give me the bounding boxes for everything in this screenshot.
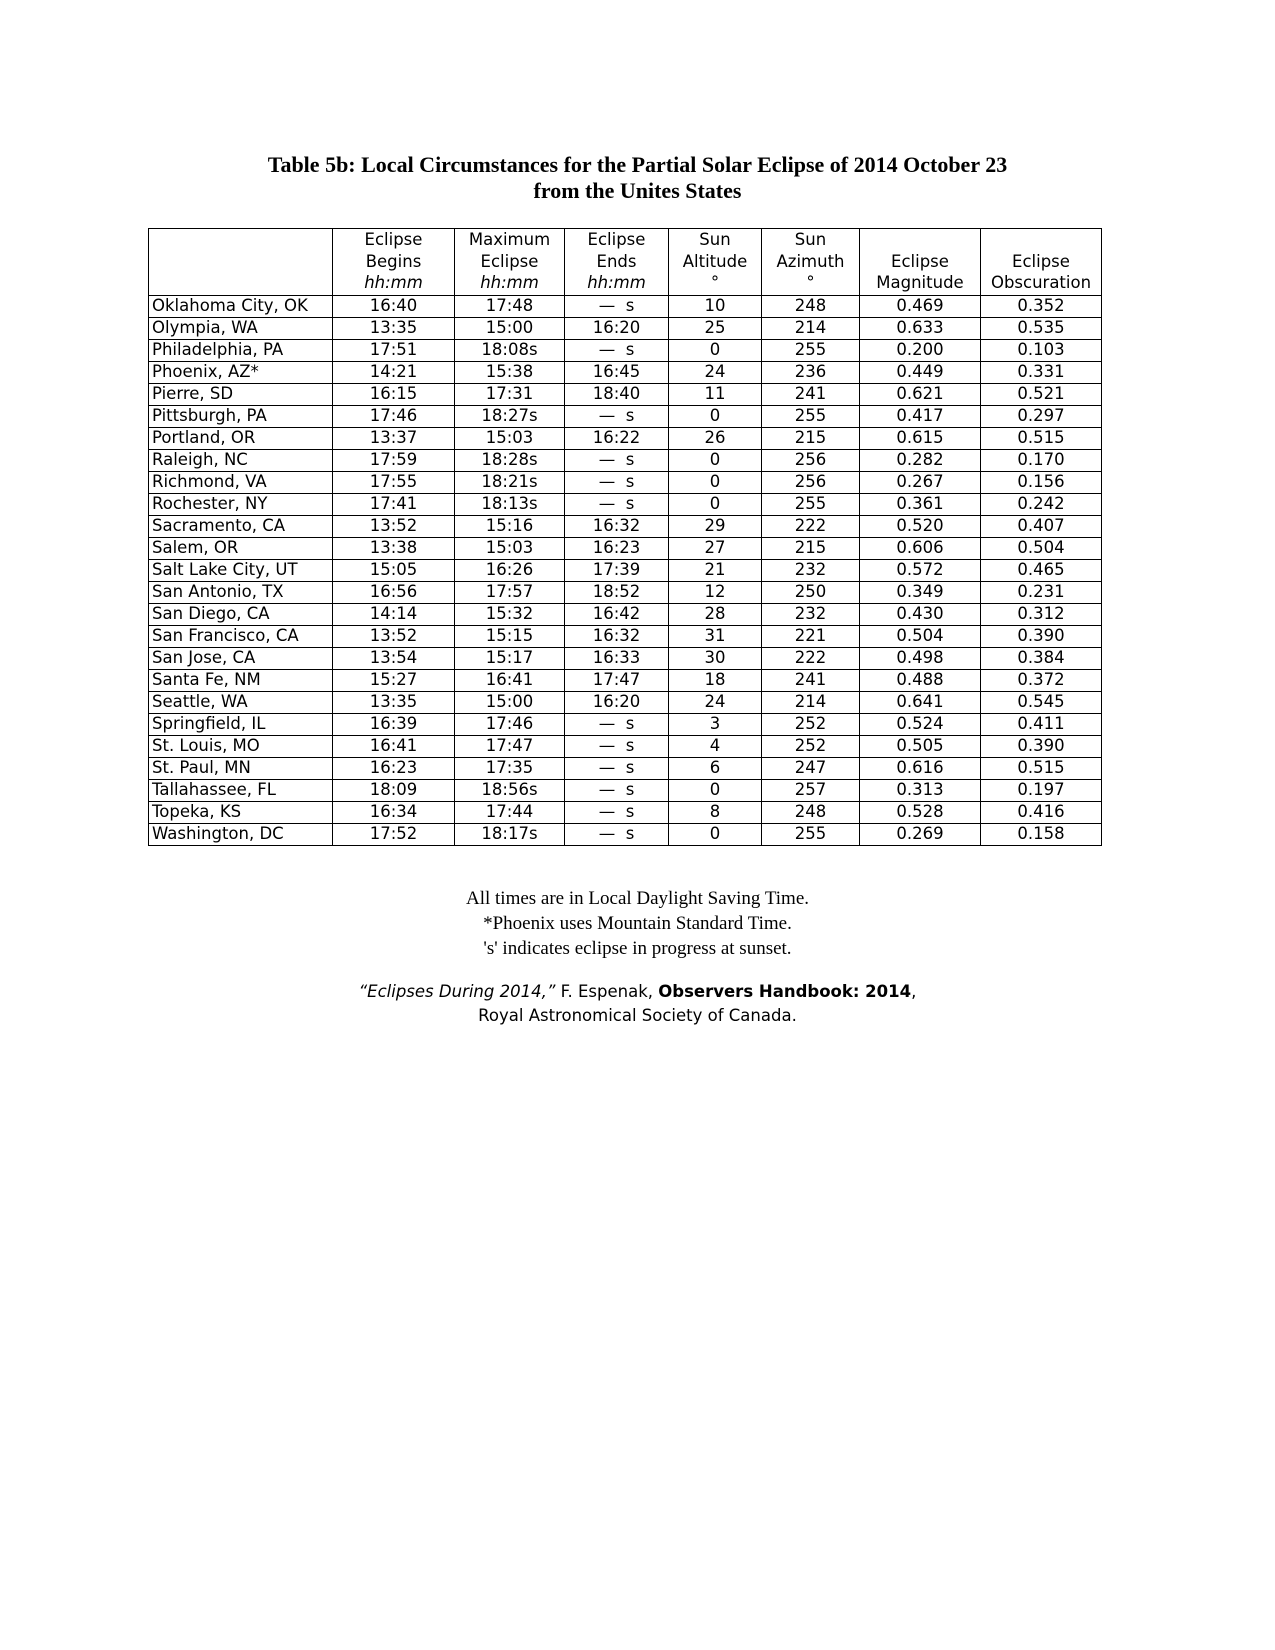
- cell-sun-altitude: 12: [669, 581, 762, 603]
- cell-eclipse-begins: 13:52: [333, 515, 455, 537]
- cell-eclipse-magnitude: 0.449: [860, 361, 981, 383]
- citation: [0, 980, 1275, 1028]
- cell-eclipse-obscuration: 0.297: [981, 405, 1102, 427]
- header-eclipse-ends: [565, 229, 669, 296]
- header-unit: °: [710, 273, 720, 292]
- header-maximum-eclipse: [455, 229, 565, 296]
- citation-article: “Eclipses During 2014,”: [358, 982, 556, 1001]
- cell-sun-altitude: 0: [669, 823, 762, 845]
- cell-maximum-eclipse: 18:08s: [455, 339, 565, 361]
- cell-eclipse-begins: 16:23: [333, 757, 455, 779]
- cell-eclipse-magnitude: 0.430: [860, 603, 981, 625]
- cell-eclipse-magnitude: 0.282: [860, 449, 981, 471]
- cell-eclipse-ends: 16:32: [565, 625, 669, 647]
- cell-eclipse-ends: — s: [565, 823, 669, 845]
- table-row: [149, 537, 1102, 559]
- cell-maximum-eclipse: 15:03: [455, 537, 565, 559]
- cell-maximum-eclipse: 17:44: [455, 801, 565, 823]
- header-line: Begins: [365, 251, 422, 271]
- cell-city: Philadelphia, PA: [149, 339, 333, 361]
- cell-eclipse-ends: — s: [565, 713, 669, 735]
- cell-eclipse-ends: — s: [565, 735, 669, 757]
- cell-eclipse-obscuration: 0.197: [981, 779, 1102, 801]
- cell-maximum-eclipse: 15:16: [455, 515, 565, 537]
- cell-city: Richmond, VA: [149, 471, 333, 493]
- header-line: Ends: [596, 251, 637, 271]
- cell-maximum-eclipse: 15:00: [455, 691, 565, 713]
- cell-eclipse-magnitude: 0.606: [860, 537, 981, 559]
- cell-eclipse-magnitude: 0.615: [860, 427, 981, 449]
- citation-author: F. Espenak,: [555, 982, 659, 1001]
- cell-sun-azimuth: 248: [762, 801, 860, 823]
- header-row: [149, 229, 1102, 296]
- cell-sun-altitude: 0: [669, 493, 762, 515]
- cell-eclipse-magnitude: 0.520: [860, 515, 981, 537]
- cell-eclipse-magnitude: 0.633: [860, 317, 981, 339]
- table-row: [149, 405, 1102, 427]
- header-unit: hh:mm: [480, 273, 539, 292]
- cell-eclipse-ends: — s: [565, 493, 669, 515]
- cell-sun-azimuth: 255: [762, 823, 860, 845]
- cell-maximum-eclipse: 18:17s: [455, 823, 565, 845]
- cell-eclipse-begins: 15:27: [333, 669, 455, 691]
- cell-eclipse-magnitude: 0.269: [860, 823, 981, 845]
- table-row: [149, 603, 1102, 625]
- eclipse-table: [148, 228, 1102, 846]
- cell-city: Salt Lake City, UT: [149, 559, 333, 581]
- header-line: Sun: [699, 230, 731, 249]
- cell-eclipse-ends: 18:52: [565, 581, 669, 603]
- cell-maximum-eclipse: 18:28s: [455, 449, 565, 471]
- table-row: [149, 361, 1102, 383]
- table-row: [149, 625, 1102, 647]
- cell-sun-altitude: 25: [669, 317, 762, 339]
- cell-eclipse-obscuration: 0.407: [981, 515, 1102, 537]
- header-line: Sun: [794, 230, 827, 249]
- cell-eclipse-begins: 13:35: [333, 691, 455, 713]
- cell-eclipse-magnitude: 0.505: [860, 735, 981, 757]
- cell-eclipse-begins: 17:59: [333, 449, 455, 471]
- cell-eclipse-begins: 16:40: [333, 295, 455, 317]
- cell-sun-azimuth: 250: [762, 581, 860, 603]
- cell-sun-azimuth: 232: [762, 603, 860, 625]
- table-row: [149, 383, 1102, 405]
- cell-eclipse-ends: — s: [565, 757, 669, 779]
- cell-eclipse-ends: 16:22: [565, 427, 669, 449]
- citation-line-1: [0, 980, 1275, 1004]
- cell-city: Oklahoma City, OK: [149, 295, 333, 317]
- cell-eclipse-begins: 18:09: [333, 779, 455, 801]
- cell-maximum-eclipse: 16:26: [455, 559, 565, 581]
- cell-eclipse-magnitude: 0.417: [860, 405, 981, 427]
- cell-eclipse-obscuration: 0.416: [981, 801, 1102, 823]
- cell-city: Washington, DC: [149, 823, 333, 845]
- header-line: Magnitude: [876, 273, 964, 292]
- cell-eclipse-begins: 16:15: [333, 383, 455, 405]
- cell-sun-altitude: 21: [669, 559, 762, 581]
- header-line: Eclipse: [587, 230, 646, 249]
- cell-eclipse-obscuration: 0.390: [981, 625, 1102, 647]
- cell-eclipse-obscuration: 0.372: [981, 669, 1102, 691]
- cell-eclipse-ends: 16:20: [565, 317, 669, 339]
- header-line: Obscuration: [990, 273, 1092, 292]
- cell-maximum-eclipse: 15:17: [455, 647, 565, 669]
- cell-eclipse-magnitude: 0.616: [860, 757, 981, 779]
- cell-sun-altitude: 0: [669, 471, 762, 493]
- cell-sun-altitude: 29: [669, 515, 762, 537]
- cell-sun-azimuth: 221: [762, 625, 860, 647]
- cell-eclipse-obscuration: 0.103: [981, 339, 1102, 361]
- cell-maximum-eclipse: 18:13s: [455, 493, 565, 515]
- cell-eclipse-begins: 16:41: [333, 735, 455, 757]
- cell-sun-altitude: 24: [669, 691, 762, 713]
- cell-eclipse-magnitude: 0.504: [860, 625, 981, 647]
- cell-eclipse-ends: — s: [565, 405, 669, 427]
- cell-eclipse-magnitude: 0.469: [860, 295, 981, 317]
- cell-city: Rochester, NY: [149, 493, 333, 515]
- header-unit: hh:mm: [587, 273, 646, 292]
- cell-sun-altitude: 0: [669, 405, 762, 427]
- header-sun-altitude: [669, 229, 762, 296]
- header-line: Eclipse: [480, 251, 539, 271]
- table-row: [149, 757, 1102, 779]
- cell-maximum-eclipse: 17:47: [455, 735, 565, 757]
- cell-eclipse-magnitude: 0.488: [860, 669, 981, 691]
- cell-sun-altitude: 0: [669, 779, 762, 801]
- cell-sun-azimuth: 252: [762, 713, 860, 735]
- cell-eclipse-ends: 16:32: [565, 515, 669, 537]
- cell-maximum-eclipse: 15:32: [455, 603, 565, 625]
- cell-sun-azimuth: 215: [762, 427, 860, 449]
- cell-eclipse-begins: 17:52: [333, 823, 455, 845]
- cell-sun-altitude: 26: [669, 427, 762, 449]
- cell-eclipse-magnitude: 0.621: [860, 383, 981, 405]
- cell-sun-altitude: 18: [669, 669, 762, 691]
- cell-eclipse-obscuration: 0.331: [981, 361, 1102, 383]
- cell-eclipse-begins: 16:34: [333, 801, 455, 823]
- cell-eclipse-begins: 16:39: [333, 713, 455, 735]
- cell-sun-altitude: 6: [669, 757, 762, 779]
- cell-eclipse-magnitude: 0.200: [860, 339, 981, 361]
- cell-sun-altitude: 8: [669, 801, 762, 823]
- cell-maximum-eclipse: 17:31: [455, 383, 565, 405]
- cell-eclipse-obscuration: 0.515: [981, 427, 1102, 449]
- cell-eclipse-obscuration: 0.390: [981, 735, 1102, 757]
- cell-eclipse-begins: 17:55: [333, 471, 455, 493]
- table-row: [149, 559, 1102, 581]
- citation-publisher: Royal Astronomical Society of Canada.: [478, 1006, 797, 1025]
- cell-sun-azimuth: 255: [762, 339, 860, 361]
- cell-city: San Francisco, CA: [149, 625, 333, 647]
- cell-eclipse-begins: 13:52: [333, 625, 455, 647]
- note-sunset: 's' indicates eclipse in progress at sunset.: [483, 938, 792, 959]
- cell-city: Seattle, WA: [149, 691, 333, 713]
- cell-eclipse-ends: 16:42: [565, 603, 669, 625]
- header-eclipse-obscuration: [981, 229, 1102, 296]
- header-line: Maximum: [468, 230, 551, 249]
- cell-sun-azimuth: 241: [762, 669, 860, 691]
- cell-eclipse-obscuration: 0.158: [981, 823, 1102, 845]
- table-row: [149, 647, 1102, 669]
- header-city: [149, 229, 333, 296]
- table-row: [149, 779, 1102, 801]
- cell-eclipse-ends: — s: [565, 339, 669, 361]
- cell-maximum-eclipse: 17:46: [455, 713, 565, 735]
- table-row: [149, 317, 1102, 339]
- table-body: [149, 295, 1102, 845]
- cell-eclipse-begins: 14:14: [333, 603, 455, 625]
- cell-sun-altitude: 0: [669, 339, 762, 361]
- header-eclipse-begins: [333, 229, 455, 296]
- cell-eclipse-begins: 16:56: [333, 581, 455, 603]
- table-row: [149, 581, 1102, 603]
- table-row: [149, 691, 1102, 713]
- cell-eclipse-magnitude: 0.349: [860, 581, 981, 603]
- header-line: Azimuth: [776, 251, 845, 271]
- cell-eclipse-ends: — s: [565, 801, 669, 823]
- header-eclipse-magnitude: [860, 229, 981, 296]
- cell-sun-azimuth: 256: [762, 449, 860, 471]
- cell-eclipse-obscuration: 0.504: [981, 537, 1102, 559]
- cell-sun-altitude: 28: [669, 603, 762, 625]
- table-row: [149, 339, 1102, 361]
- note-daylight-time: All times are in Local Daylight Saving Time.: [465, 888, 810, 909]
- table-row: [149, 449, 1102, 471]
- cell-sun-azimuth: 222: [762, 515, 860, 537]
- cell-eclipse-magnitude: 0.361: [860, 493, 981, 515]
- cell-city: Raleigh, NC: [149, 449, 333, 471]
- cell-eclipse-obscuration: 0.156: [981, 471, 1102, 493]
- table-row: [149, 493, 1102, 515]
- cell-maximum-eclipse: 18:56s: [455, 779, 565, 801]
- cell-city: St. Louis, MO: [149, 735, 333, 757]
- citation-comma: ,: [911, 982, 917, 1001]
- header-sun-azimuth: [762, 229, 860, 296]
- cell-eclipse-magnitude: 0.572: [860, 559, 981, 581]
- cell-eclipse-begins: 13:38: [333, 537, 455, 559]
- cell-maximum-eclipse: 17:35: [455, 757, 565, 779]
- cell-sun-altitude: 24: [669, 361, 762, 383]
- cell-city: Pierre, SD: [149, 383, 333, 405]
- cell-city: Portland, OR: [149, 427, 333, 449]
- cell-eclipse-magnitude: 0.498: [860, 647, 981, 669]
- cell-maximum-eclipse: 15:03: [455, 427, 565, 449]
- cell-eclipse-begins: 14:21: [333, 361, 455, 383]
- cell-maximum-eclipse: 17:57: [455, 581, 565, 603]
- table-row: [149, 515, 1102, 537]
- cell-sun-azimuth: 255: [762, 405, 860, 427]
- cell-sun-altitude: 31: [669, 625, 762, 647]
- cell-eclipse-ends: — s: [565, 471, 669, 493]
- cell-maximum-eclipse: 15:38: [455, 361, 565, 383]
- cell-eclipse-begins: 17:46: [333, 405, 455, 427]
- cell-sun-altitude: 30: [669, 647, 762, 669]
- header-line: Eclipse: [1012, 251, 1070, 271]
- cell-sun-azimuth: 215: [762, 537, 860, 559]
- table-title: [0, 152, 1275, 204]
- cell-sun-altitude: 10: [669, 295, 762, 317]
- cell-eclipse-obscuration: 0.242: [981, 493, 1102, 515]
- table-notes: [0, 886, 1275, 961]
- cell-eclipse-ends: 18:40: [565, 383, 669, 405]
- cell-sun-altitude: 27: [669, 537, 762, 559]
- note-phoenix: *Phoenix uses Mountain Standard Time.: [483, 913, 792, 934]
- cell-eclipse-ends: 17:39: [565, 559, 669, 581]
- cell-sun-azimuth: 248: [762, 295, 860, 317]
- cell-eclipse-obscuration: 0.384: [981, 647, 1102, 669]
- cell-eclipse-obscuration: 0.170: [981, 449, 1102, 471]
- cell-sun-azimuth: 256: [762, 471, 860, 493]
- cell-eclipse-magnitude: 0.267: [860, 471, 981, 493]
- cell-city: Pittsburgh, PA: [149, 405, 333, 427]
- header-line: Eclipse: [891, 251, 949, 271]
- cell-sun-azimuth: 247: [762, 757, 860, 779]
- table-title-line-2: from the Unites States: [533, 178, 742, 203]
- cell-eclipse-obscuration: 0.521: [981, 383, 1102, 405]
- cell-city: San Diego, CA: [149, 603, 333, 625]
- cell-maximum-eclipse: 16:41: [455, 669, 565, 691]
- cell-eclipse-begins: 13:35: [333, 317, 455, 339]
- cell-city: Santa Fe, NM: [149, 669, 333, 691]
- cell-eclipse-magnitude: 0.641: [860, 691, 981, 713]
- cell-sun-azimuth: 241: [762, 383, 860, 405]
- cell-city: Springfield, IL: [149, 713, 333, 735]
- cell-eclipse-obscuration: 0.411: [981, 713, 1102, 735]
- header-unit: °: [806, 273, 815, 292]
- table-row: [149, 735, 1102, 757]
- table-row: [149, 471, 1102, 493]
- cell-sun-azimuth: 255: [762, 493, 860, 515]
- cell-sun-azimuth: 222: [762, 647, 860, 669]
- cell-sun-altitude: 3: [669, 713, 762, 735]
- cell-eclipse-obscuration: 0.545: [981, 691, 1102, 713]
- cell-eclipse-begins: 15:05: [333, 559, 455, 581]
- cell-eclipse-ends: — s: [565, 779, 669, 801]
- cell-eclipse-begins: 17:41: [333, 493, 455, 515]
- cell-city: Olympia, WA: [149, 317, 333, 339]
- cell-eclipse-ends: — s: [565, 449, 669, 471]
- cell-eclipse-ends: 16:33: [565, 647, 669, 669]
- cell-eclipse-ends: 17:47: [565, 669, 669, 691]
- cell-sun-azimuth: 257: [762, 779, 860, 801]
- cell-eclipse-begins: 13:37: [333, 427, 455, 449]
- cell-city: San Antonio, TX: [149, 581, 333, 603]
- cell-eclipse-ends: 16:23: [565, 537, 669, 559]
- table-row: [149, 427, 1102, 449]
- cell-eclipse-ends: 16:45: [565, 361, 669, 383]
- citation-book: Observers Handbook: 2014: [658, 982, 912, 1001]
- cell-eclipse-obscuration: 0.515: [981, 757, 1102, 779]
- cell-sun-azimuth: 232: [762, 559, 860, 581]
- cell-sun-altitude: 4: [669, 735, 762, 757]
- cell-eclipse-ends: — s: [565, 295, 669, 317]
- cell-city: Tallahassee, FL: [149, 779, 333, 801]
- cell-maximum-eclipse: 18:27s: [455, 405, 565, 427]
- header-line: Altitude: [682, 251, 748, 271]
- cell-eclipse-magnitude: 0.528: [860, 801, 981, 823]
- cell-maximum-eclipse: 15:00: [455, 317, 565, 339]
- cell-sun-altitude: 0: [669, 449, 762, 471]
- cell-eclipse-obscuration: 0.535: [981, 317, 1102, 339]
- cell-city: Topeka, KS: [149, 801, 333, 823]
- cell-maximum-eclipse: 15:15: [455, 625, 565, 647]
- cell-sun-altitude: 11: [669, 383, 762, 405]
- cell-eclipse-ends: 16:20: [565, 691, 669, 713]
- cell-sun-azimuth: 214: [762, 317, 860, 339]
- table-title-line-1: Table 5b: Local Circumstances for the Partial Solar Eclipse of 2014 October 23: [267, 152, 1008, 177]
- cell-eclipse-obscuration: 0.231: [981, 581, 1102, 603]
- cell-eclipse-begins: 13:54: [333, 647, 455, 669]
- header-unit: hh:mm: [364, 273, 423, 292]
- cell-city: St. Paul, MN: [149, 757, 333, 779]
- table-row: [149, 713, 1102, 735]
- cell-city: Salem, OR: [149, 537, 333, 559]
- cell-eclipse-magnitude: 0.524: [860, 713, 981, 735]
- cell-sun-azimuth: 214: [762, 691, 860, 713]
- table-row: [149, 669, 1102, 691]
- cell-maximum-eclipse: 18:21s: [455, 471, 565, 493]
- cell-maximum-eclipse: 17:48: [455, 295, 565, 317]
- cell-eclipse-obscuration: 0.352: [981, 295, 1102, 317]
- cell-eclipse-obscuration: 0.312: [981, 603, 1102, 625]
- cell-city: San Jose, CA: [149, 647, 333, 669]
- cell-sun-azimuth: 236: [762, 361, 860, 383]
- cell-city: Sacramento, CA: [149, 515, 333, 537]
- cell-eclipse-obscuration: 0.465: [981, 559, 1102, 581]
- cell-city: Phoenix, AZ*: [149, 361, 333, 383]
- table-row: [149, 801, 1102, 823]
- table-row: [149, 295, 1102, 317]
- table-row: [149, 823, 1102, 845]
- cell-sun-azimuth: 252: [762, 735, 860, 757]
- header-line: Eclipse: [364, 230, 423, 249]
- cell-eclipse-magnitude: 0.313: [860, 779, 981, 801]
- cell-eclipse-begins: 17:51: [333, 339, 455, 361]
